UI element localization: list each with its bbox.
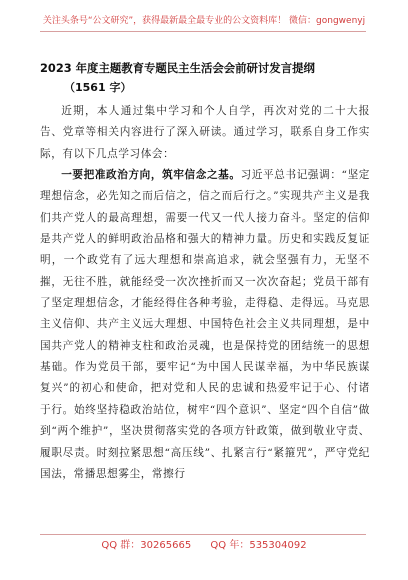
intro-paragraph: 近期，本人通过集中学习和个人自学，再次对党的二十大报告、党章等相关内容进行了深入研读。通过学习，联系自身工作实际，有以下几点学习体会： bbox=[40, 105, 370, 160]
footer-divider bbox=[40, 534, 366, 535]
document-title: 2023 年度主题教育专题民主生活会会前研讨发言提纲 bbox=[40, 61, 315, 75]
word-count: （1561 字） bbox=[64, 81, 132, 94]
section-1-text: 习近平总书记强调：“坚定理想信念，必先知之而后信之，信之而后行之。”实现共产主义是我们共产党人的最高理想，需要一代又一代人接力奋斗。坚定的信仰是共产党人的鲜明政治品格和强大的精神力量。历史和实践反复证明，一个政党有了远大理想和崇高追求，就会坚强有力，无坚不摧，无往不胜，就能经受一次次挫折而又一次次奋起；党员干部有了坚定理想信念，才能经得住各种考验，走得稳、走得远。马克思主义信仰、共产主义远大理想、中国特色社会主义共同理想，是中国共产党人的精神支柱和政治灵魂，也是保持党的团结统一的思想基础。作为党员干部，要牢记“为中国人民谋幸福，为中华民族谋复兴”的初心和使命，把对党和人民的忠诚和热爱牢记于心、付诸于行。始终坚持稳政治站位，树牢“四个意识”、坚定“四个自信”做到“两个维护”，坚决贯彻落实党的各项方针政策，做到敬业守责、履职尽责。时刻拉紧思想“高压线”、扎紧言行“紧箍咒”，严守党纪国法，常播思想雾尘，常擦行 bbox=[40, 169, 370, 480]
section-1-heading: 一要把准政治方向，筑牢信念之基。 bbox=[61, 169, 241, 182]
document-body bbox=[40, 101, 370, 485]
footer bbox=[0, 537, 408, 555]
footer-qq-group-2: QQ 年：535304092 bbox=[210, 540, 307, 551]
top-banner: 关注头条号“公文研究”，获得最新最全最专业的公文资料库！ 微信：gongwenyj bbox=[42, 16, 366, 26]
banner-divider bbox=[40, 31, 366, 32]
footer-qq-group-1: QQ 群：30265665 bbox=[101, 540, 192, 551]
section-1-paragraph bbox=[40, 165, 370, 485]
